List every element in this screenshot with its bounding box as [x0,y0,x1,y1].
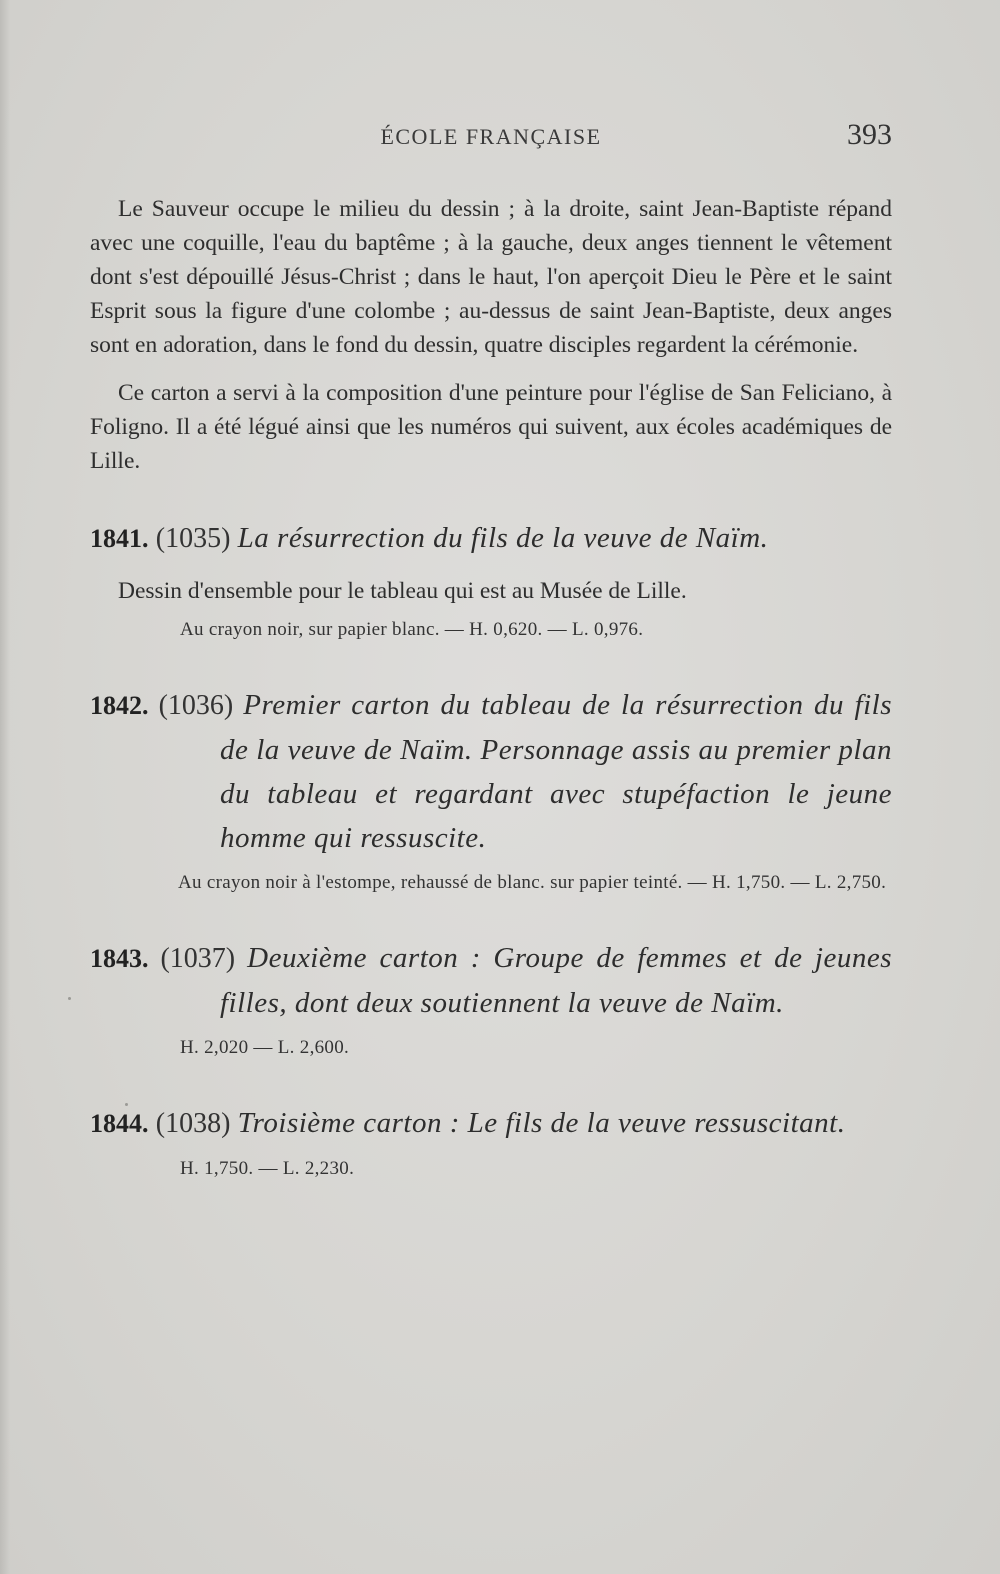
entry-title: Premier carton du tableau de la résurrection du fils de la veuve de Naïm. Personnage assis au premier plan du tableau et regardant avec stupéfaction le jeune homme qui ressuscite. [220,689,893,854]
entry-heading [90,683,892,860]
page-content [90,192,892,1184]
entry-number: 1842. [90,691,149,720]
page-header [90,118,892,158]
entry-reference: (1037) [160,943,236,974]
page-number: 393 [847,118,892,151]
running-title: ÉCOLE FRANÇAISE [380,124,602,149]
catalog-entry-1841 [90,516,892,645]
entry-heading [90,936,892,1025]
entry-description: Dessin d'ensemble pour le tableau qui est au Musée de Lille. [118,578,687,604]
entry-number: 1844. [90,1109,149,1138]
catalog-entry-1842 [90,683,892,898]
entry-heading [90,1101,892,1146]
entry-title: Troisième carton : Le fils de la veuve ressuscitant. [237,1107,846,1139]
entry-title: La résurrection du fils de la veuve de Naïm. [237,522,769,554]
entry-reference: (1035) [155,523,231,554]
page-edge-shadow [0,0,10,1574]
catalog-entry-1843 [90,936,892,1063]
entry-heading [90,516,892,561]
intro-paragraph: Ce carton a servi à la composition d'une peinture pour l'église de San Feliciano, à Foligno. Il a été légué ainsi que les numéros qui suivent, aux écoles académiques de Lille. [90,380,892,474]
intro-paragraph: Le Sauveur occupe le milieu du dessin ; à la droite, saint Jean-Baptiste répand avec une coquille, l'eau du baptême ; à la gauche, deux anges tiennent le vêtement dont s'est dépouillé Jésus-Christ ; dans le haut, l'on aperçoit Dieu le Père et le saint Esprit sous la figure d'une colombe ; au-dessus de saint Jean-Baptiste, deux anges sont en adoration, dans le fond du dessin, quatre disciples regardent la cérémonie. [90,196,892,358]
entry-dimensions: H. 2,020 — L. 2,600. [180,1037,350,1058]
entry-dimensions: H. 1,750. — L. 2,230. [180,1158,355,1179]
entry-medium-dimensions: Au crayon noir, sur papier blanc. — H. 0,620. — L. 0,976. [180,619,644,640]
catalog-entry-1844 [90,1101,892,1184]
entry-number: 1841. [90,524,149,553]
paper-speck [68,997,71,1000]
entry-reference: (1036) [158,690,234,721]
entry-reference: (1038) [155,1108,231,1139]
entry-number: 1843. [90,944,149,973]
entry-title: Deuxième carton : Groupe de femmes et de jeunes filles, dont deux soutiennent la veuve de Naïm. [220,942,893,1019]
entry-medium-dimensions: Au crayon noir à l'estompe, rehaussé de blanc. sur papier teinté. — H. 1,750. — L. 2,750. [178,872,887,893]
